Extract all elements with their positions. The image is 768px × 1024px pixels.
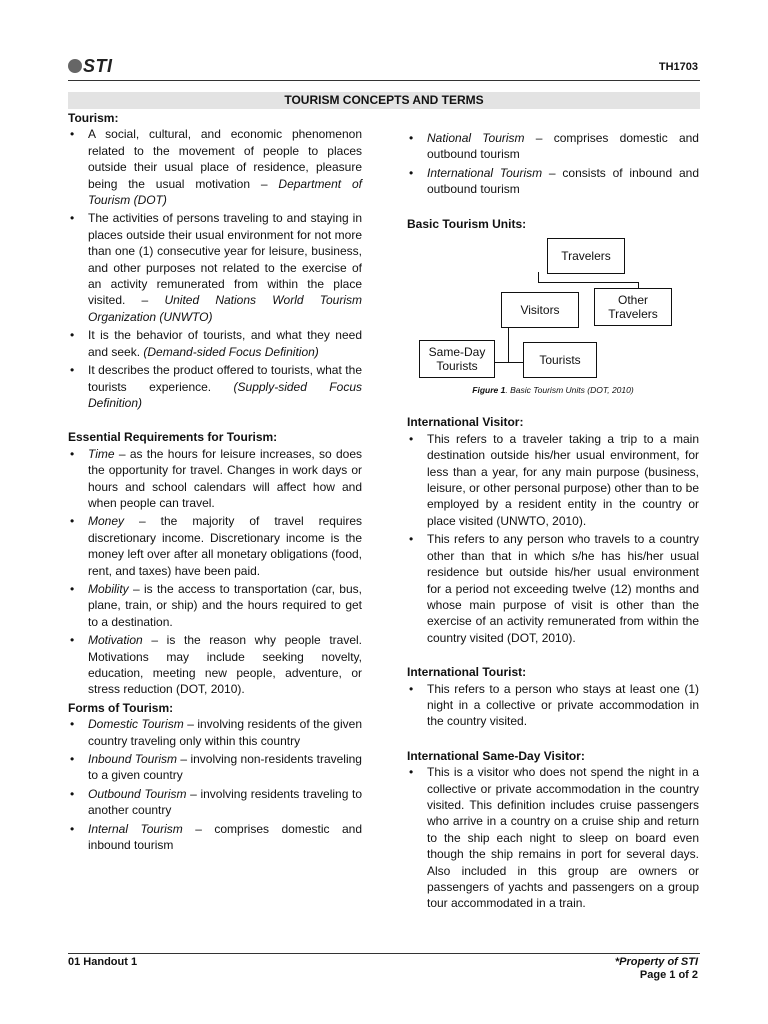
visitors-node: Visitors [501, 292, 579, 328]
list-item: • International Tourism – consists of inbound and outbound tourism [407, 165, 699, 198]
list-item: • Motivation – is the reason why people travel. Motivations may include seeking novelty, education, meeting new people, adventure, or stress reduction (DOT, 2010). [68, 632, 362, 698]
list-item: • This refers to a traveler taking a trip to a main destination outside his/her usual environment, for less than a year, for any main purpose (business, leisure, or other personal purpose) other than to be employed by a resident entity in the country or place visited (UNWTO, 2010). [407, 431, 699, 529]
forms-list-right [407, 130, 699, 198]
list-item: • Domestic Tourism – involving residents of the given country traveling only within this country [68, 716, 362, 749]
left-column [68, 110, 362, 855]
tourism-list [68, 126, 362, 411]
requirements-list [68, 446, 362, 698]
requirements-heading: Essential Requirements for Tourism: [68, 430, 278, 445]
list-item: • Inbound Tourism – involving non-residents traveling to a given country [68, 751, 362, 784]
globe-icon [68, 59, 82, 73]
other-travelers-node: Other Travelers [594, 288, 672, 326]
list-item: • It is the behavior of tourists, and what they need and seek. (Demand-sided Focus Definition) [68, 327, 362, 360]
list-item: • It describes the product offered to tourists, what the tourists experience. (Supply-sided Focus Definition) [68, 362, 362, 411]
list-item: • Time – as the hours for leisure increases, so does the opportunity for travel. Changes in work days or hours and school calendars will affect how and when people can travel. [68, 446, 362, 512]
intl-visitor-list [407, 431, 699, 646]
list-item: • This refers to any person who travels to a country other than that in which s/he has his/her usual residence but outside his/her usual environment for a period not exceeding twelve (12) months and whose main purpose of visit is other than the exercise of an activity remunerated from within the country visited (DOT, 2010). [407, 531, 699, 646]
tourism-heading: Tourism: [68, 111, 119, 125]
list-item: • Internal Tourism – comprises domestic and inbound tourism [68, 821, 362, 854]
page-title: TOURISM CONCEPTS AND TERMS [68, 92, 700, 109]
page-number: Page 1 of 2 [639, 969, 698, 981]
property-notice: *Property of STI [614, 956, 698, 968]
list-item: • This refers to a person who stays at least one (1) night in a collective or private accommodation in the country visited. [407, 681, 699, 730]
intl-sameday-heading: International Same-Day Visitor: [407, 748, 585, 763]
intl-tourist-heading: International Tourist: [407, 665, 527, 680]
tourists-node: Tourists [523, 342, 597, 378]
list-item: • The activities of persons traveling to and staying in places outside their usual environment for not more than one (1) consecutive year for leisure, business, and other purposes not related to the exercise of an activity remunerated from within the place visited. – United Nations World Tourism Organization (UNWTO) [68, 210, 362, 325]
units-heading: Basic Tourism Units: [407, 216, 527, 231]
handout-label: 01 Handout 1 [68, 956, 138, 968]
footer-info [615, 956, 698, 982]
list-item: • National Tourism – comprises domestic and outbound tourism [407, 130, 699, 163]
list-item: • Outbound Tourism – involving residents traveling to another country [68, 786, 362, 819]
list-item: • A social, cultural, and economic phenomenon related to the movement of people to places outside their usual place of residence, pleasure being the usual motivation – Department of Tourism (DOT) [68, 126, 362, 208]
same-day-tourists-node: Same-Day Tourists [419, 340, 495, 378]
list-item: • Money – the majority of travel requires discretionary income. Discretionary income is the money left over after all monetary obligations (food, rent, and taxes) have been paid. [68, 513, 362, 579]
footer-divider [68, 953, 700, 954]
intl-visitor-heading: International Visitor: [407, 415, 524, 430]
list-item: • This is a visitor who does not spend the night in a collective or private accommodation in the country visited. This definition includes cruise passengers who arrive in a country on a cruise ship and return to the ship each night to sleep on board even though the ship remains in port for several days. Also included in this group are owners or passengers of yachts and passengers on a group tour accommodated in a train. [407, 764, 699, 912]
forms-list-left [68, 716, 362, 853]
right-column [407, 130, 699, 914]
intl-sameday-list [407, 764, 699, 912]
figure-caption: Figure 1. Basic Tourism Units (DOT, 2010) [472, 385, 634, 396]
travelers-node: Travelers [547, 238, 625, 274]
sti-logo: STI [68, 56, 113, 77]
tourism-units-diagram [407, 238, 699, 388]
header-divider [68, 80, 700, 81]
list-item: • Mobility – is the access to transportation (car, bus, plane, train, or ship) and the hours required to get to a destination. [68, 581, 362, 630]
forms-heading: Forms of Tourism: [68, 700, 174, 715]
document-code: TH1703 [658, 61, 698, 73]
intl-tourist-list [407, 681, 699, 730]
